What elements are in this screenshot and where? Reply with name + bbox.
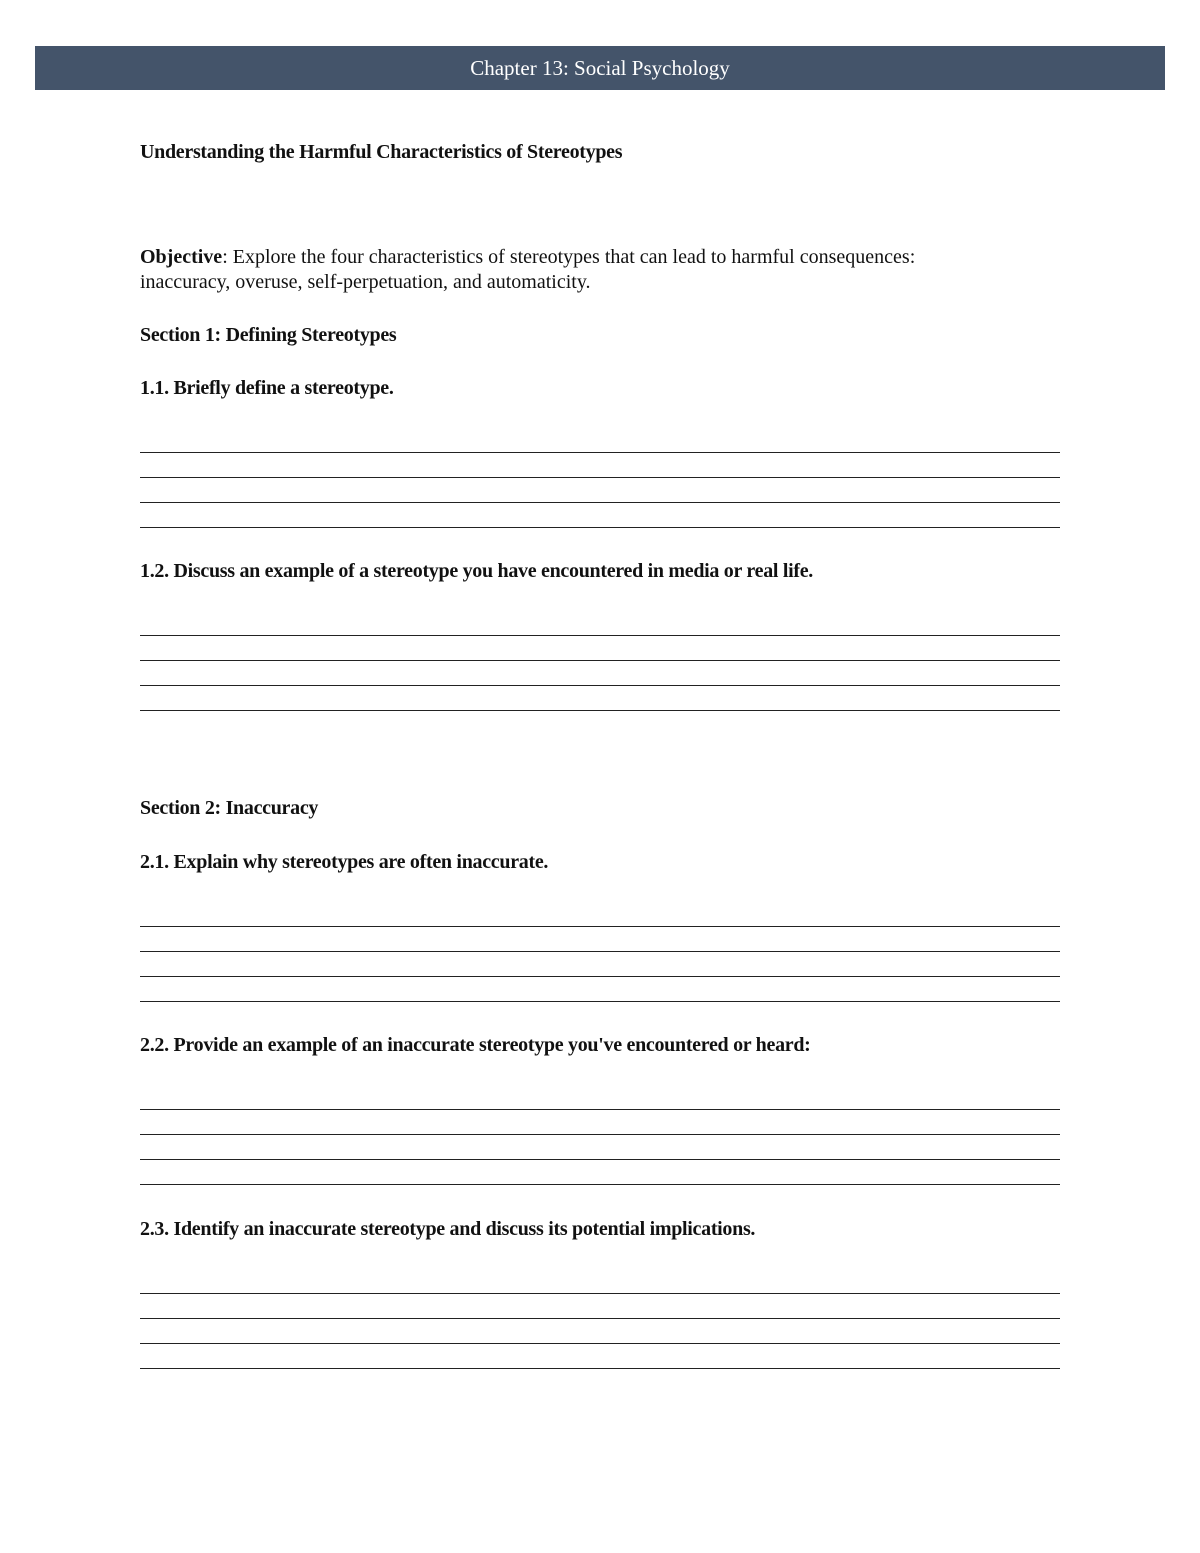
answer-area-1-1[interactable] <box>140 452 1060 532</box>
answer-area-1-2[interactable] <box>140 635 1060 715</box>
answer-line <box>140 1001 1060 1002</box>
answer-line <box>140 477 1060 478</box>
answer-line <box>140 502 1060 503</box>
answer-line <box>140 635 1060 636</box>
document-title: Understanding the Harmful Characteristics of Stereotypes <box>140 141 623 163</box>
section-1-heading: Section 1: Defining Stereotypes <box>140 324 397 346</box>
answer-line <box>140 685 1060 686</box>
objective-text: : Explore the four characteristics of stereotypes that can lead to harmful consequences: inaccuracy, overuse, self-perpetuation, and automaticity. <box>140 246 916 293</box>
answer-line <box>140 660 1060 661</box>
answer-line <box>140 452 1060 453</box>
section-2-heading: Section 2: Inaccuracy <box>140 797 319 819</box>
answer-line <box>140 1293 1060 1294</box>
objective-label: Objective <box>140 246 223 268</box>
chapter-title: Chapter 13: Social Psychology <box>470 55 730 80</box>
objective-paragraph <box>140 245 960 295</box>
answer-line <box>140 1318 1060 1319</box>
answer-line <box>140 926 1060 927</box>
question-2-3: 2.3. Identify an inaccurate stereotype and discuss its potential implications. <box>140 1218 756 1240</box>
answer-line <box>140 1109 1060 1110</box>
question-1-1: 1.1. Briefly define a stereotype. <box>140 377 394 399</box>
answer-line <box>140 710 1060 711</box>
answer-line <box>140 976 1060 977</box>
answer-area-2-2[interactable] <box>140 1109 1060 1189</box>
answer-area-2-3[interactable] <box>140 1293 1060 1373</box>
answer-area-2-1[interactable] <box>140 926 1060 1006</box>
answer-line <box>140 1159 1060 1160</box>
answer-line <box>140 1184 1060 1185</box>
question-1-2: 1.2. Discuss an example of a stereotype you have encountered in media or real life. <box>140 560 814 582</box>
question-2-1: 2.1. Explain why stereotypes are often inaccurate. <box>140 851 549 873</box>
answer-line <box>140 1343 1060 1344</box>
answer-line <box>140 1368 1060 1369</box>
answer-line <box>140 527 1060 528</box>
answer-line <box>140 1134 1060 1135</box>
chapter-header-bar <box>35 46 1165 90</box>
answer-line <box>140 951 1060 952</box>
question-2-2: 2.2. Provide an example of an inaccurate stereotype you've encountered or heard: <box>140 1034 811 1056</box>
